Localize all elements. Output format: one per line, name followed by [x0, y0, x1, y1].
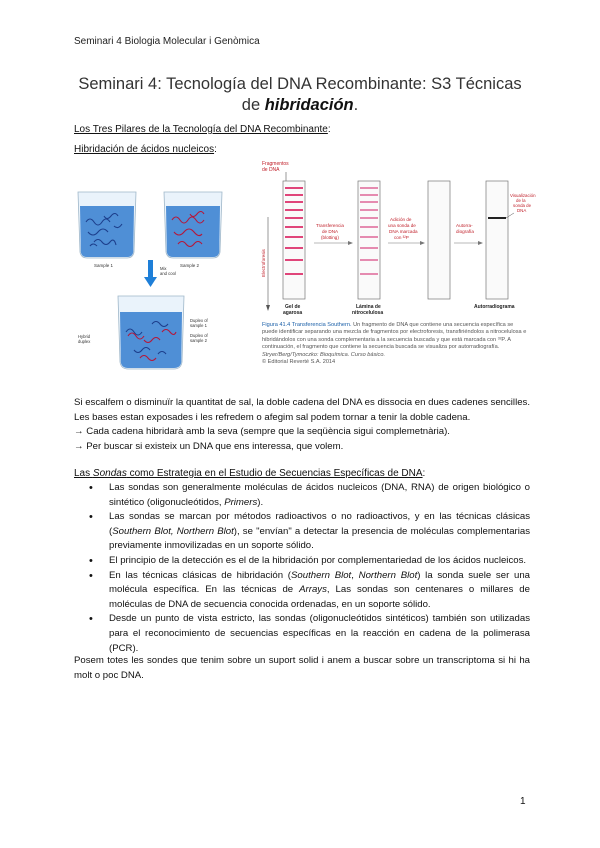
add-label-2: una sonda de [388, 223, 416, 228]
title-line2-prefix: de [241, 96, 265, 114]
visual-label-2: de la [516, 198, 526, 203]
hybrid-label-2: duplex [78, 339, 91, 344]
page-title [70, 74, 530, 116]
gel-label-2: agarosa [283, 310, 303, 316]
mix-arrow [144, 260, 157, 287]
beaker1-label: Sample 1 [94, 263, 114, 268]
page-number: 1 [520, 796, 526, 807]
transfer-label-3: (blotting) [321, 235, 339, 240]
electroforesis-label: Electroforesis [261, 249, 266, 277]
hybrid-label-1: Hybrid [78, 334, 91, 339]
add-label-4: con ³²P [394, 235, 409, 240]
arrow-label-2: and cool [160, 271, 176, 276]
list-item: • Las sondas se marcan por métodos radioactivos o no radioactivos, y en las técnicas clásicas (Southern Blot, Northern Blot), se "envían" a detectar la presencia de moléculas complementarias previamente inmovilizadas en un soporte sólido. [109, 510, 530, 554]
beaker-sample-1 [78, 192, 136, 258]
transfer-label-1: Transferencia [316, 223, 344, 228]
list-item: • Desde un punto de vista estricto, las sondas (oligonucleótidos sintéticos) también son utilizadas para el reconocimiento de secuencias específicas en la reacción en cadena de la polimerasa (PCR). [109, 612, 530, 656]
section-heading-pillars-colon: : [327, 124, 331, 135]
visual-label-1: Visualización [510, 193, 536, 198]
hybridization-beakers-figure [74, 182, 254, 372]
auto-label-2: diografía [456, 229, 474, 234]
figure-caption [262, 322, 530, 366]
probed-sheet [428, 181, 450, 299]
probes-heading-em: Sondas [92, 468, 127, 479]
section-heading-hybridization-text: Hibridación de ácidos nucleicos [74, 144, 215, 155]
paragraph-dissociation [74, 396, 530, 454]
section-heading-pillars-text: Los Tres Pilares de la Tecnología del DNA Recombinante [74, 124, 328, 135]
title-line2-bold: hibridación [264, 96, 354, 114]
paragraph-dissociation-text: Si escalfem o disminuïr la quantitat de sal, la doble cadena del DNA es dissocia en dues cadenes sencilles. Les bases estan exposades i les refredem o afegim sal podem tornar a tenir la doble cadena. [74, 397, 530, 423]
fragments-label-1: Fragmentos [262, 161, 289, 167]
section-heading-hybridization [74, 144, 217, 155]
add-label-1: Adición de [390, 217, 412, 222]
caption-body: Un fragmento de DNA que contiene una secuencia específica se puede identificar separando una mezcla de fragmentos por electroforesis, transfiriéndolos a nitrocelulosa e hibridándolos con una sonda complementaria a la secuencia buscada y que está marcada con ³²P. A continuación, el fragmento que contiene la secuencia buscada se visualiza por autorradiografía. [262, 322, 527, 351]
duplex2-label-2: sample 2 [190, 338, 207, 343]
fragments-label-2: de DNA [262, 167, 280, 173]
auto-label-1: Autorra- [456, 223, 473, 228]
duplex2-label-1: Duplex of [190, 333, 208, 338]
visual-label-4: DNA [517, 208, 527, 213]
title-line1: Seminari 4: Tecnología del DNA Recombinante: S3 Técnicas [78, 75, 522, 93]
paragraph-support-text: Posem totes les sondes que tenim sobre un suport solid i anem a buscar sobre un transcriptoma si hi ha molt o poc DNA. [74, 655, 530, 681]
visual-label-3: sonda de [513, 203, 532, 208]
agarose-gel [283, 181, 305, 299]
arrow-label-1: Mix [160, 266, 167, 271]
autoradiogram [486, 181, 508, 299]
paragraph-arrow-1: → Cada cadena hibridarà amb la seva (sempre que la seqüència sigui complemetnària). [74, 426, 450, 437]
caption-credit-1: Stryer/Berg/Tymoczko: Bioquímica. Curso básico. [262, 351, 385, 358]
add-label-3: DNA marcada [389, 229, 418, 234]
beaker-sample-2 [164, 192, 222, 258]
probes-bullet-list [74, 481, 530, 656]
lamina-label-1: Lámina de [356, 304, 381, 310]
section-heading-pillars [74, 124, 331, 135]
section-heading-probes [74, 468, 425, 479]
probes-heading-post: como Estrategia en el Estudio de Secuencias Específicas de DNA [126, 468, 423, 479]
list-item: • Las sondas son generalmente moléculas de ácidos nucleicos (DNA, RNA) de origen biológico o sintético (oligonucleótidos, Primers). [109, 481, 530, 510]
list-item: • El principio de la detección es el de la hibridación por complementariedad de los ácidos nucleicos. [109, 554, 530, 569]
title-line2-suffix: . [353, 96, 359, 114]
duplex1-label-2: sample 1 [190, 323, 207, 328]
paragraph-arrow-2: → Per buscar si existeix un DNA que ens interessa, que volem. [74, 440, 344, 452]
autoradiogram-label: Autorradiograma [474, 304, 515, 310]
page-header: Seminari 4 Biologia Molecular i Genòmica [74, 36, 260, 47]
paragraph-support [74, 654, 530, 683]
beaker2-label: Sample 2 [180, 263, 200, 268]
duplex1-label-1: Duplex of [190, 318, 208, 323]
caption-lead: Figura 41.4 Transferencia Southern. [262, 322, 352, 328]
nitrocellulose-sheet [358, 181, 380, 299]
caption-credit-2: © Editorial Reverté S.A. 2014 [262, 359, 336, 366]
gel-label-1: Gel de [285, 304, 301, 310]
transfer-label-2: de DNA [322, 229, 339, 234]
section-heading-hybridization-colon: : [214, 144, 217, 155]
list-item: • En las técnicas clásicas de hibridación (Southern Blot, Northern Blot) la sonda suele ser una molécula específica. En las técnicas de Arrays, Las sondas son centenares o millares de moléculas de DNA de secuencia conocida ordenadas, en un soporte sólido. [109, 569, 530, 613]
probes-heading-pre: Las [74, 468, 93, 479]
probes-heading-colon: : [422, 468, 426, 479]
beaker-mixed [118, 296, 184, 369]
lamina-label-2: nitrocelulosa [352, 310, 384, 316]
